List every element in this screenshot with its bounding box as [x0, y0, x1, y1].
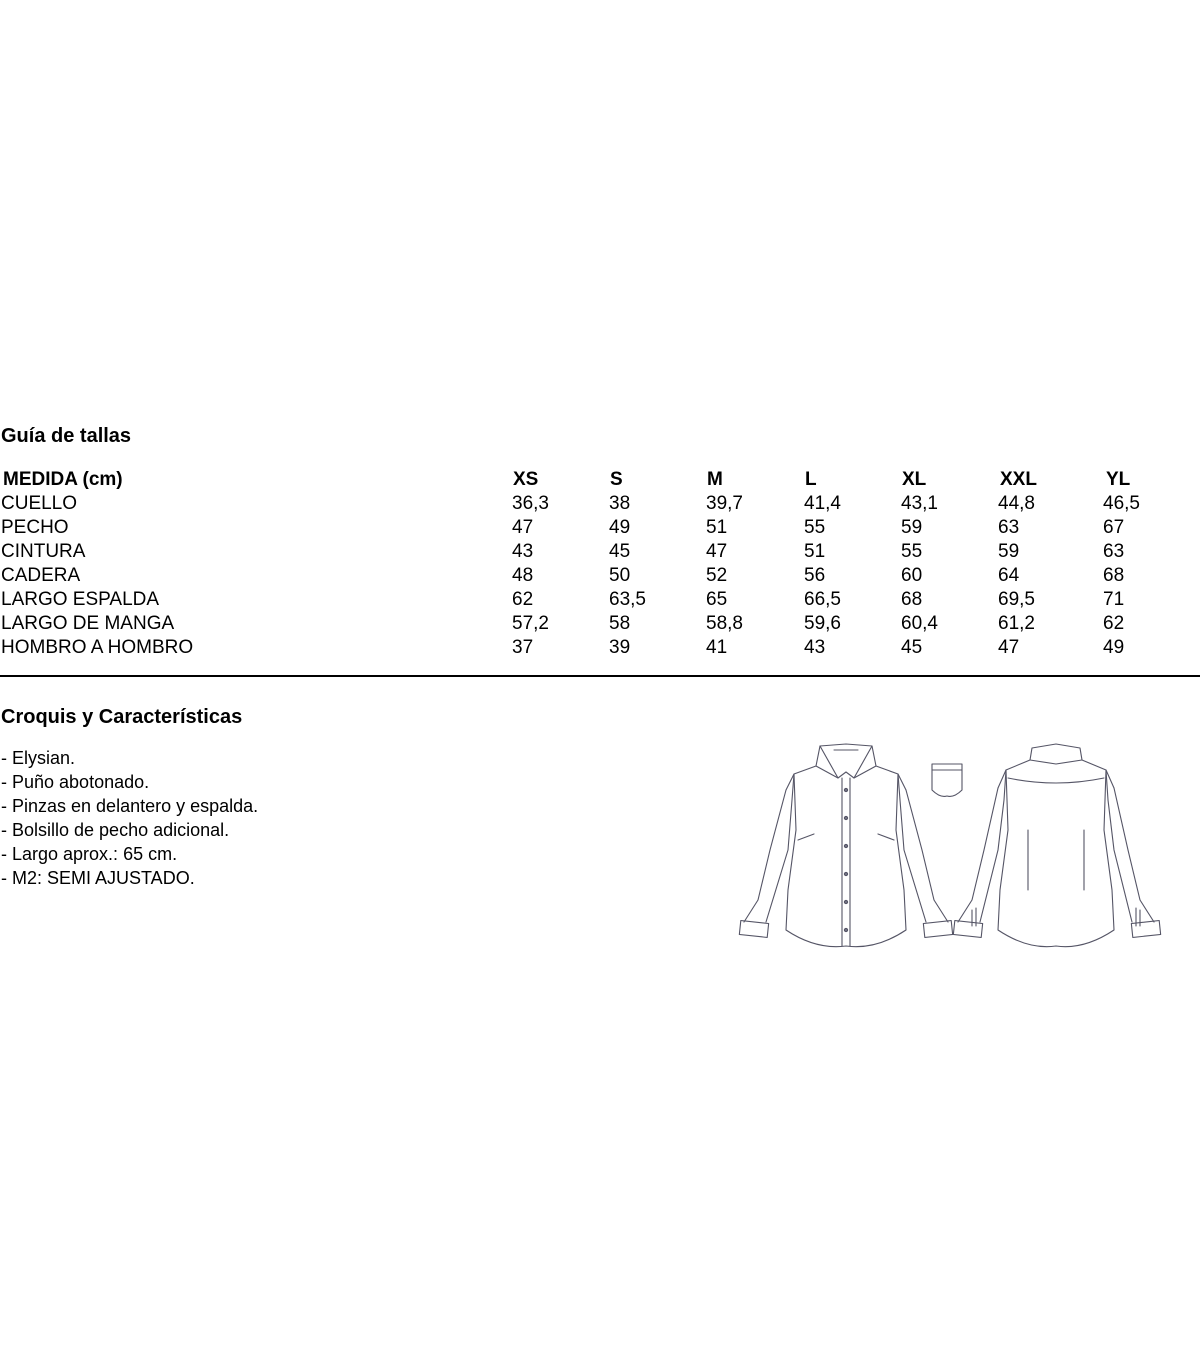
table-cell: 52 — [706, 565, 728, 586]
table-cell: 69,5 — [998, 589, 1035, 610]
shirt-front-icon — [739, 744, 952, 947]
table-cell: 36,3 — [512, 493, 549, 514]
header-cell-xs: XS — [513, 469, 539, 490]
table-cell: 46,5 — [1103, 493, 1140, 514]
table-cell: 39 — [609, 637, 631, 658]
table-cell: 50 — [609, 565, 631, 586]
table-row — [0, 588, 1200, 612]
table-cell: 47 — [512, 517, 534, 538]
table-cell: 66,5 — [804, 589, 841, 610]
table-cell: 59 — [998, 541, 1020, 562]
list-item: - Bolsillo de pecho adicional. — [1, 820, 230, 840]
table-cell: 63 — [1103, 541, 1125, 562]
table-cell: 61,2 — [998, 613, 1035, 634]
table-row — [0, 564, 1200, 588]
table-cell: 55 — [804, 517, 826, 538]
header-cell-yl: YL — [1106, 469, 1131, 490]
table-cell: 64 — [998, 565, 1020, 586]
list-item: - Elysian. — [1, 748, 76, 768]
header-cell-s: S — [610, 469, 623, 490]
row-label: CINTURA — [1, 541, 86, 562]
table-cell: 59,6 — [804, 613, 841, 634]
table-cell: 51 — [804, 541, 826, 562]
table-cell: 47 — [998, 637, 1020, 658]
table-cell: 48 — [512, 565, 534, 586]
table-row — [0, 612, 1200, 636]
table-cell: 63,5 — [609, 589, 646, 610]
table-cell: 43 — [512, 541, 534, 562]
table-cell: 41 — [706, 637, 728, 658]
table-cell: 62 — [512, 589, 534, 610]
table-cell: 43 — [804, 637, 826, 658]
table-cell: 60 — [901, 565, 923, 586]
table-cell: 49 — [1103, 637, 1125, 658]
table-cell: 43,1 — [901, 493, 938, 514]
table-row — [0, 636, 1200, 660]
features-list — [1, 746, 258, 890]
header-cell-l: L — [805, 469, 817, 490]
size-table — [0, 468, 1200, 660]
table-cell: 57,2 — [512, 613, 549, 634]
header-cell-xxl: XXL — [1000, 469, 1037, 490]
list-item: - Puño abotonado. — [1, 772, 150, 792]
row-label: LARGO DE MANGA — [1, 613, 175, 634]
table-cell: 47 — [706, 541, 728, 562]
table-cell: 41,4 — [804, 493, 841, 514]
size-guide-title: Guía de tallas — [1, 425, 132, 447]
table-row — [0, 540, 1200, 564]
table-cell: 44,8 — [998, 493, 1035, 514]
shirt-sketch-icon — [736, 740, 1164, 954]
table-cell: 45 — [609, 541, 631, 562]
size-table-header — [0, 468, 1200, 492]
table-row — [0, 516, 1200, 540]
list-item: - Pinzas en delantero y espalda. — [1, 796, 259, 816]
header-cell-xl: XL — [902, 469, 927, 490]
row-label: HOMBRO A HOMBRO — [1, 637, 194, 658]
table-cell: 59 — [901, 517, 923, 538]
table-cell: 45 — [901, 637, 923, 658]
table-cell: 37 — [512, 637, 534, 658]
table-cell: 49 — [609, 517, 631, 538]
table-cell: 63 — [998, 517, 1020, 538]
table-cell: 60,4 — [901, 613, 938, 634]
table-cell: 55 — [901, 541, 923, 562]
table-cell: 39,7 — [706, 493, 743, 514]
list-item: - Largo aprox.: 65 cm. — [1, 844, 178, 864]
section-divider — [0, 675, 1200, 677]
header-cell-measure: MEDIDA (cm) — [3, 469, 123, 490]
chest-pocket-icon — [932, 764, 962, 796]
table-cell: 68 — [1103, 565, 1125, 586]
row-label: PECHO — [1, 517, 69, 538]
row-label: LARGO ESPALDA — [1, 589, 160, 610]
table-cell: 38 — [609, 493, 631, 514]
table-cell: 71 — [1103, 589, 1125, 610]
shirt-back-icon — [953, 744, 1160, 947]
table-cell: 58,8 — [706, 613, 743, 634]
table-cell: 67 — [1103, 517, 1125, 538]
list-item: - M2: SEMI AJUSTADO. — [1, 868, 195, 888]
table-row — [0, 492, 1200, 516]
row-label: CUELLO — [1, 493, 78, 514]
table-cell: 56 — [804, 565, 826, 586]
table-cell: 51 — [706, 517, 728, 538]
table-cell: 62 — [1103, 613, 1125, 634]
header-cell-m: M — [707, 469, 723, 490]
croquis-title: Croquis y Características — [1, 706, 243, 728]
table-cell: 58 — [609, 613, 631, 634]
table-cell: 68 — [901, 589, 923, 610]
row-label: CADERA — [1, 565, 81, 586]
table-cell: 65 — [706, 589, 728, 610]
